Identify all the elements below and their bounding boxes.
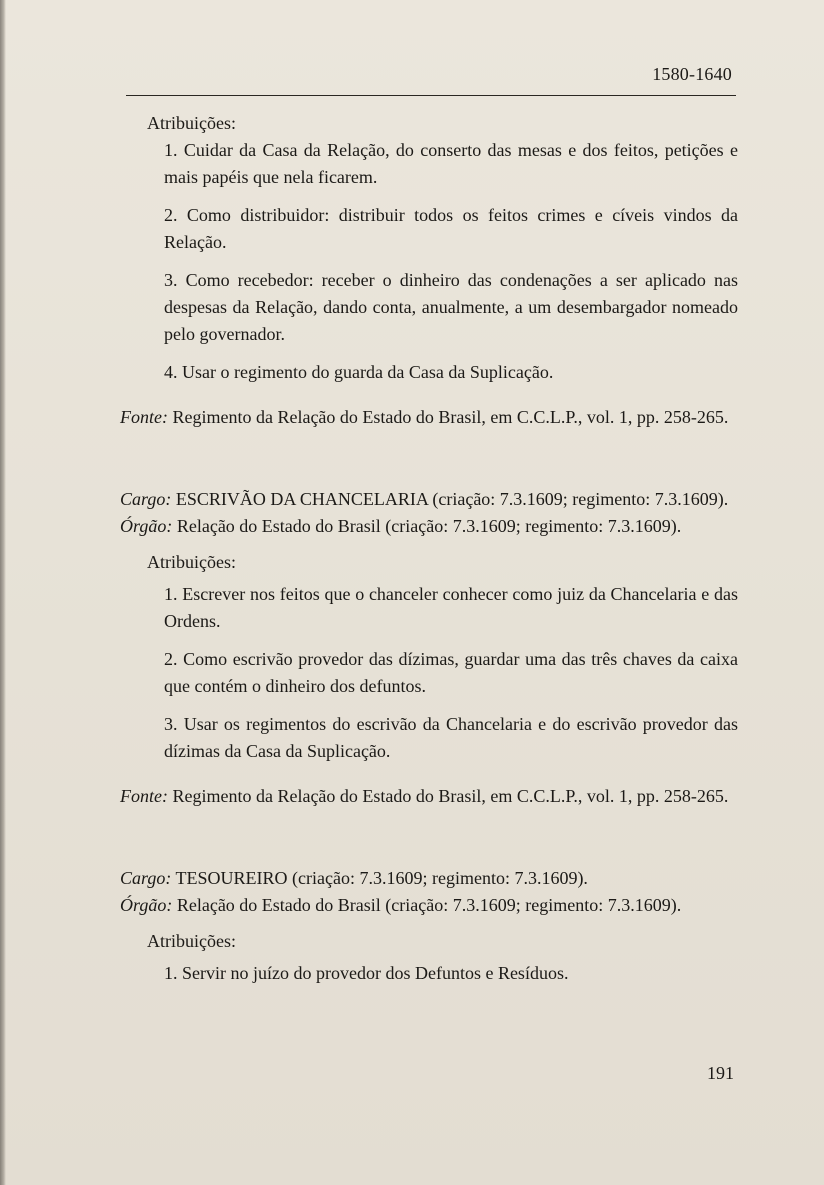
attribution-item: 1. Servir no juízo do provedor dos Defuntos e Resíduos. (164, 963, 569, 983)
attributions-label: Atribuições: (147, 552, 236, 572)
running-header-period: 1580-1640 (652, 64, 732, 84)
attributions-list (120, 960, 738, 987)
source-text: Regimento da Relação do Estado do Brasil, em C.C.L.P., vol. 1, pp. 258-265. (167, 786, 729, 806)
cargo-label: Cargo: (120, 868, 172, 888)
page-body (120, 110, 738, 998)
page-number: 191 (707, 1063, 734, 1083)
source-label: Fonte: (120, 786, 168, 806)
attribution-item: 1. Cuidar da Casa da Relação, do conserto das mesas e dos feitos, petições e mais papéis que nela ficarem. (164, 140, 738, 187)
entry-escrivao-chancelaria (120, 486, 738, 810)
attributions-label: Atribuições: (147, 931, 236, 951)
orgao-text: Relação do Estado do Brasil (criação: 7.3.1609; regimento: 7.3.1609). (172, 516, 682, 536)
orgao-label: Órgão: (120, 895, 173, 915)
cargo-line (120, 865, 738, 892)
source-citation (120, 404, 738, 431)
cargo-text: TESOUREIRO (criação: 7.3.1609; regimento: 7.3.1609). (171, 868, 588, 888)
cargo-label: Cargo: (120, 489, 172, 509)
orgao-text: Relação do Estado do Brasil (criação: 7.3.1609; regimento: 7.3.1609). (172, 895, 682, 915)
attributions-label: Atribuições: (147, 113, 236, 133)
source-citation (120, 783, 738, 810)
orgao-line (120, 513, 738, 540)
source-text: Regimento da Relação do Estado do Brasil, em C.C.L.P., vol. 1, pp. 258-265. (167, 407, 729, 427)
source-label: Fonte: (120, 407, 168, 427)
attribution-item: 1. Escrever nos feitos que o chanceler conhecer como juiz da Chancelaria e das Ordens. (164, 584, 738, 631)
attribution-item: 2. Como escrivão provedor das dízimas, guardar uma das três chaves da caixa que contém o dinheiro dos defuntos. (164, 649, 738, 696)
entry-continued (120, 110, 738, 431)
attributions-list (120, 137, 738, 386)
orgao-label: Órgão: (120, 516, 173, 536)
cargo-line (120, 486, 738, 513)
attribution-item: 2. Como distribuidor: distribuir todos os feitos crimes e cíveis vindos da Relação. (164, 205, 738, 252)
attributions-list (120, 581, 738, 765)
attribution-item: 3. Usar os regimentos do escrivão da Chancelaria e do escrivão provedor das dízimas da Casa da Suplicação. (164, 714, 738, 761)
entry-tesoureiro (120, 865, 738, 987)
orgao-line (120, 892, 738, 919)
header-rule (126, 95, 736, 96)
attribution-item: 4. Usar o regimento do guarda da Casa da Suplicação. (164, 362, 554, 382)
cargo-text: ESCRIVÃO DA CHANCELARIA (criação: 7.3.1609; regimento: 7.3.1609). (171, 489, 729, 509)
attribution-item: 3. Como recebedor: receber o dinheiro das condenações a ser aplicado nas despesas da Relação, dando conta, anualmente, a um desembargador nomeado pelo governador. (164, 270, 738, 344)
